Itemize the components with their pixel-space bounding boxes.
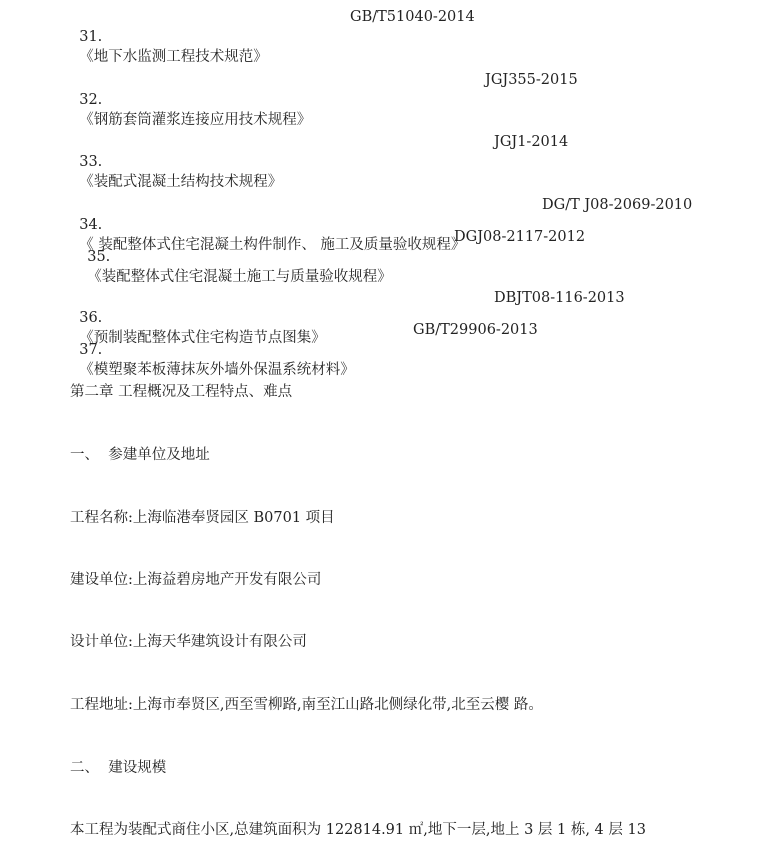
reference-number: 36.	[79, 310, 103, 326]
reference-number: 32.	[79, 92, 103, 108]
reference-title: 《预制装配整体式住宅构造节点图集》	[79, 330, 326, 346]
reference-code: GB/T29906-2013	[413, 322, 538, 338]
reference-number: 31.	[79, 29, 103, 45]
reference-code: DBJT08-116-2013	[494, 290, 625, 306]
reference-number: 33.	[79, 154, 103, 170]
design-unit: 设计单位:上海天华建筑设计有限公司	[70, 634, 307, 650]
reference-item-31	[70, 7, 268, 67]
reference-item-37	[70, 320, 355, 380]
project-name: 工程名称:上海临港奉贤园区 B0701 项目	[70, 510, 335, 526]
scale-paragraph: 本工程为装配式商住小区,总建筑面积为 122814.91 ㎡,地下一层,地上 3 层 1 栋, 4 层 13	[70, 822, 646, 838]
reference-code: GB/T51040-2014	[350, 9, 475, 25]
reference-title: 《装配式混凝土结构技术规程》	[79, 174, 283, 190]
reference-title: 《装配整体式住宅混凝土施工与质量验收规程》	[87, 269, 392, 285]
reference-item-32	[70, 70, 311, 130]
reference-title: 《模塑聚苯板薄抹灰外墙外保温系统材料》	[79, 362, 355, 378]
owner-unit: 建设单位:上海益碧房地产开发有限公司	[70, 572, 322, 588]
section-heading-scale: 二、 建设规模	[70, 760, 167, 776]
reference-title: 《地下水监测工程技术规范》	[79, 49, 268, 65]
reference-title: 《钢筋套筒灌浆连接应用技术规程》	[79, 112, 312, 128]
reference-number: 35.	[87, 249, 111, 265]
reference-number: 37.	[79, 342, 103, 358]
reference-item-35	[78, 227, 392, 287]
reference-item-33	[70, 132, 282, 192]
reference-code: DG/T J08-2069-2010	[542, 197, 693, 213]
reference-code: DGJ08-2117-2012	[454, 229, 586, 245]
reference-title: 《 装配整体式住宅混凝土构件制作、 施工及质量验收规程》	[79, 237, 466, 253]
reference-code: JGJ355-2015	[485, 72, 578, 88]
reference-number: 34.	[79, 217, 103, 233]
section-heading-participants: 一、 参建单位及地址	[70, 447, 210, 463]
chapter-heading: 第二章 工程概况及工程特点、难点	[70, 384, 293, 400]
reference-code: JGJ1-2014	[494, 134, 569, 150]
project-address: 工程地址:上海市奉贤区,西至雪柳路,南至江山路北侧绿化带,北至云樱 路。	[70, 697, 543, 713]
